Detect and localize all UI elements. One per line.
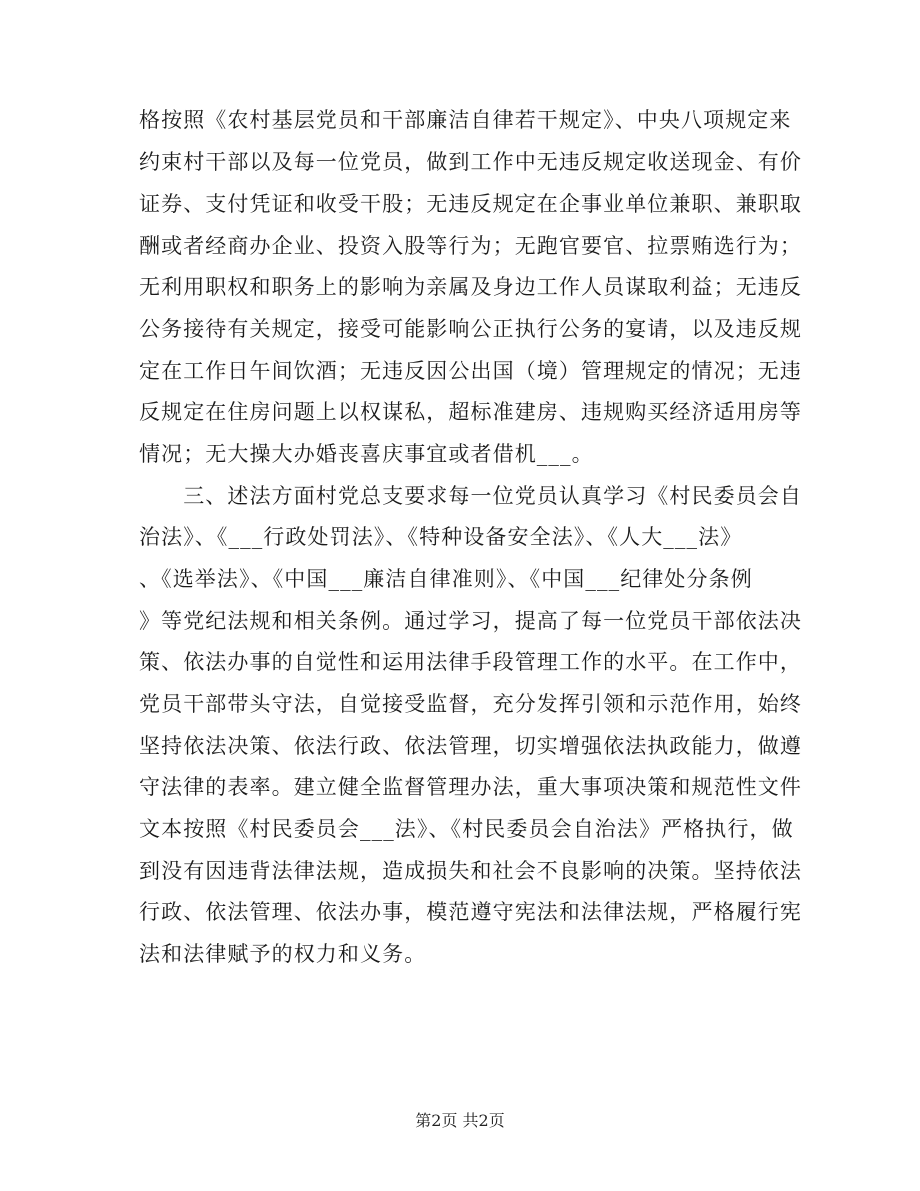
- text-line: 治法》、《___行政处罚法》、《特种设备安全法》、《人大___法》: [139, 525, 743, 549]
- text-line: 酬或者经商办企业、投资入股等行为；无跑官要官、拉票贿选行为；: [139, 234, 802, 258]
- text-line: 三、述法方面村党总支要求每一位党员认真学习《村民委员会自: [139, 484, 802, 508]
- text-line: 约束村干部以及每一位党员，做到工作中无违反规定收送现金、有价: [139, 150, 802, 174]
- text-line: 、《选举法》、《中国___廉洁自律准则》、《中国___纪律处分条例: [139, 567, 753, 591]
- text-line: 反规定在住房问题上以权谋私，超标准建房、违规购买经济适用房等: [139, 400, 802, 424]
- page-number-footer: 第2页 共2页: [415, 1111, 505, 1130]
- text-line: 情况；无大操大办婚丧喜庆事宜或者借机___。: [139, 442, 594, 466]
- text-line: 行政、依法管理、依法办事，模范遵守宪法和法律法规，严格履行宪: [139, 900, 802, 924]
- text-line: 》等党纪法规和相关条例。通过学习，提高了每一位党员干部依法决: [139, 609, 802, 633]
- text-line: 法和法律赋予的权力和义务。: [139, 942, 427, 966]
- text-line: 文本按照《村民委员会___法》、《村民委员会自治法》严格执行，做: [139, 817, 794, 841]
- text-line: 策、依法办事的自觉性和运用法律手段管理工作的水平。在工作中，: [139, 650, 802, 674]
- text-line: 格按照《农村基层党员和干部廉洁自律若干规定》、中央八项规定来: [139, 108, 792, 132]
- text-line: 证券、支付凭证和收受干股；无违反规定在企事业单位兼职、兼职取: [139, 192, 802, 216]
- text-line: 坚持依法决策、依法行政、依法管理，切实增强依法执政能力，做遵: [139, 734, 802, 758]
- text-line: 无利用职权和职务上的影响为亲属及身边工作人员谋取利益；无违反: [139, 275, 802, 299]
- text-line: 到没有因违背法律法规，造成损失和社会不良影响的决策。坚持依法: [139, 859, 802, 883]
- text-line: 党员干部带头守法，自觉接受监督，充分发挥引领和示范作用，始终: [139, 692, 802, 716]
- text-line: 守法律的表率。建立健全监督管理办法，重大事项决策和规范性文件: [139, 775, 802, 799]
- text-line: 定在工作日午间饮酒；无违反因公出国（境）管理规定的情况；无违: [139, 359, 802, 383]
- text-line: 公务接待有关规定，接受可能影响公正执行公务的宴请，以及违反规: [139, 317, 802, 341]
